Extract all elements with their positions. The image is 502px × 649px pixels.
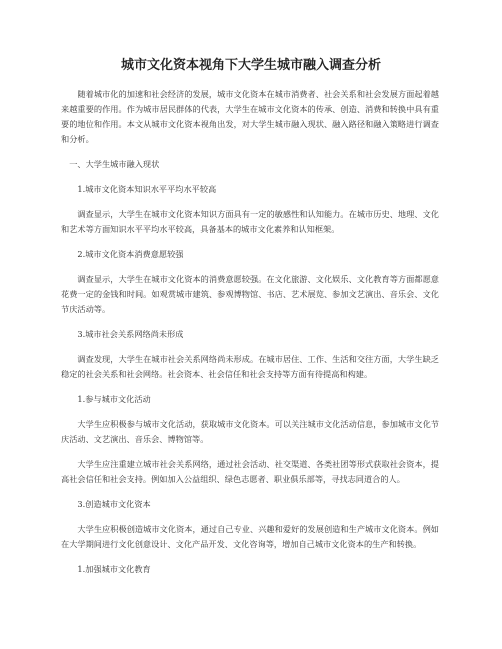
- subsection-heading-1-1: 1.城市文化资本知识水平平均水平较高: [77, 184, 217, 194]
- document-body: [61, 87, 439, 587]
- paragraph-1-3: 调查发现，大学生在城市社会关系网络尚未形成。在城市居住、工作、生活和交往方面，大学生缺乏稳定的社会关系和社会网络。社会资本、社会信任和社会支持等方面有待提高和构建。: [61, 354, 439, 379]
- subsection-heading-1-3: 3.城市社会关系网络尚未形成: [77, 329, 184, 339]
- paragraph-2-3: 大学生应积极创造城市文化资本，通过自己专业、兴趣和爱好的发展创造和生产城市文化资本。例如在大学期间进行文化创意设计、文化产品开发、文化咨询等，增加自己城市文化资本的生产和转换。: [61, 524, 439, 549]
- subsection-heading-2-1: 1.参与城市文化活动: [77, 394, 151, 404]
- subsection-heading-3-1: 1.加强城市文化教育: [77, 564, 151, 574]
- intro-paragraph: 随着城市化的加速和社会经济的发展，城市文化资本在城市消费者、社会关系和社会发展方面起着越来越重要的作用。作为城市居民群体的代表，大学生在城市文化资本的传承、创造、消费和转换中具有重要的地位和作用。本文从城市文化资本视角出发，对大学生城市融入现状、融入路径和融入策略进行调查和分析。: [61, 89, 439, 144]
- subsection-heading-1-2: 2.城市文化资本消费意愿较强: [77, 249, 184, 259]
- paragraph-2-1: 大学生应积极参与城市文化活动，获取城市文化资本。可以关注城市文化活动信息，参加城市文化节庆活动、文艺演出、音乐会、博物馆等。: [61, 419, 439, 444]
- subsection-heading-2-3: 3.创造城市文化资本: [77, 499, 151, 509]
- section-heading-1: 一、大学生城市融入现状: [69, 159, 160, 169]
- paragraph-1-1: 调查显示，大学生在城市文化资本知识方面具有一定的敏感性和认知能力。在城市历史、地理、文化和艺术等方面知识水平平均水平较高，具备基本的城市文化素养和认知框架。: [61, 209, 439, 234]
- paragraph-2-2: 大学生应注重建立城市社会关系网络，通过社会活动、社交渠道、各类社团等形式获取社会资本，提高社会信任和社会支持。例如加入公益组织、绿色志愿者、职业俱乐部等，寻找志同道合的人。: [61, 459, 439, 484]
- document-title: 城市文化资本视角下大学生城市融入调查分析: [120, 58, 381, 73]
- paragraph-1-2: 调查显示，大学生在城市文化资本的消费意愿较强。在文化旅游、文化娱乐、文化教育等方面都愿意花费一定的金钱和时间。如观赏城市建筑、参观博物馆、书店、艺术展览、参加文艺演出、音乐会、文化节庆活动等。: [61, 274, 439, 314]
